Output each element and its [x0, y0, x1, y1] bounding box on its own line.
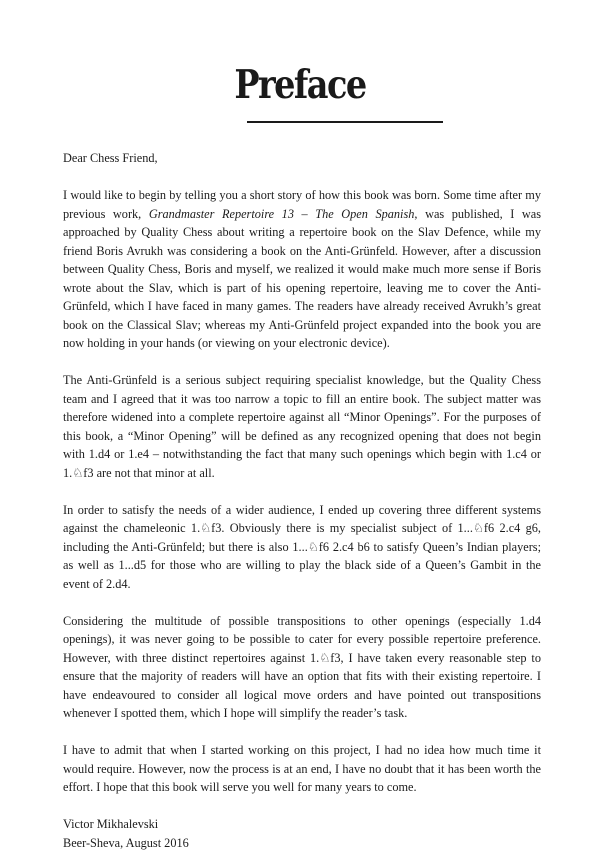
paragraph-2: The Anti-Grünfeld is a serious subject requiring specialist knowledge, but the Quality Chess team and I agreed that it was too narrow a topic to fill an entire book. The subject matter was therefore widened into a complete repertoire against all “Minor Openings”. For the purposes of this book, a “Minor Opening” will be defined as any recognized opening that does not begin with 1.d4 or 1.e4 – notwithstanding the fact that many such openings which begin with 1.c4 or 1.♘f3 are not that minor at all.	[63, 371, 541, 482]
title-underline	[247, 121, 443, 123]
paragraph-4: Considering the multitude of possible transpositions to other openings (especially 1.d4 openings), it was never going to be possible to cater for every possible repertoire preference. However, with three distinct repertoires against 1.♘f3, I have taken every reasonable step to ensure that the majority of readers will have an option that fits with their existing repertoire. I have endeavoured to consider all logical move orders and have pointed out transpositions whenever I spotted them, which I hope will simplify the reader’s task.	[63, 612, 541, 723]
paragraph-1: I would like to begin by telling you a short story of how this book was born. Some time after my previous work, Grandmaster Repertoire 13 – The Open Spanish, was published, I was approached by Quality Chess about writing a repertoire book on the Slav Defence, while my friend Boris Avrukh was considering a book on the Anti-Grünfeld. However, after a discussion between Quality Chess, Boris and myself, we realized it would make much more sense if Boris wrote about the Slav, which is part of his opening repertoire, leaving me to cover the Anti-Grünfeld, which I have faced in many games. The readers have already received Avrukh’s great book on the Classical Slav; whereas my Anti-Grünfeld project expanded into the book you are now holding in your hands (or viewing on your electronic device).	[63, 186, 541, 353]
paragraph-3: In order to satisfy the needs of a wider audience, I ended up covering three different systems against the chameleonic 1.♘f3. Obviously there is my specialist subject of 1...♘f6 2.c4 g6, including the Anti-Grünfeld; but there is also 1...♘f6 2.c4 b6 to satisfy Queen’s Indian players; as well as 1...d5 for those who are willing to play the black side of a Queen’s Gambit in the event of 2.d4.	[63, 501, 541, 594]
salutation: Dear Chess Friend,	[63, 149, 541, 168]
paragraphs-container	[63, 186, 541, 797]
page-title: Preface	[42, 64, 558, 107]
signature-block	[63, 815, 541, 852]
author-name: Victor Mikhalevski	[63, 815, 541, 834]
book-title-italic: Grandmaster Repertoire 13 – The Open Spanish	[149, 207, 415, 221]
place-and-date: Beer-Sheva, August 2016	[63, 834, 541, 852]
preface-body	[63, 149, 541, 852]
paragraph-5: I have to admit that when I started working on this project, I had no idea how much time it would require. However, now the process is at an end, I have no doubt that it has been worth the effort. I hope that this book will serve you well for many years to come.	[63, 741, 541, 797]
